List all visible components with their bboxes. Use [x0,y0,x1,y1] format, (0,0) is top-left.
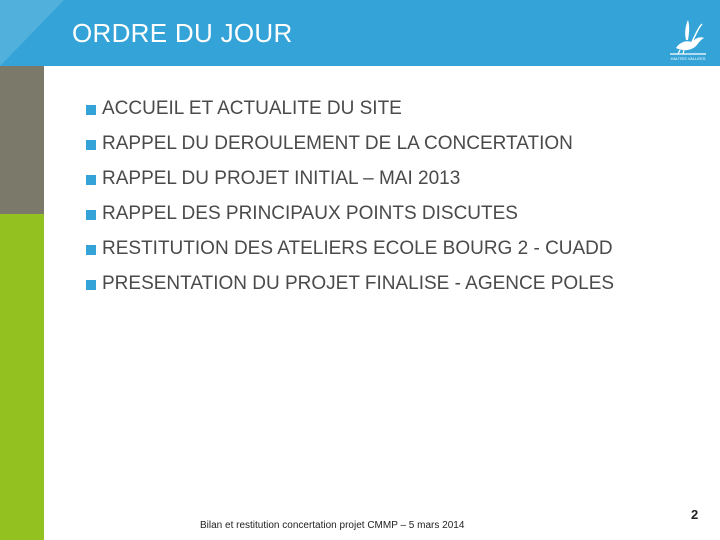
agenda-item [86,128,614,163]
agenda-item-text: RAPPEL DES PRINCIPAUX POINTS DISCUTES [102,203,518,224]
agenda-item-text: RAPPEL DU DEROULEMENT DE LA CONCERTATION [102,133,573,154]
page-number: 2 [691,507,699,522]
title-bar-notch [0,0,64,66]
square-bullet-icon [86,210,96,220]
agenda-item [86,163,614,198]
slide-footer: Bilan et restitution concertation projet CMMP – 5 mars 2014 [200,520,465,531]
logo-wordmark: HAUTES VALLEES [670,56,706,61]
agenda-item-text: ACCUEIL ET ACTUALITE DU SITE [102,98,402,119]
square-bullet-icon [86,175,96,185]
square-bullet-icon [86,280,96,290]
slide-title: ORDRE DU JOUR [72,18,293,48]
agenda-item [86,93,614,128]
agenda-item [86,233,614,268]
agenda-item [86,198,614,233]
square-bullet-icon [86,105,96,115]
agenda-list [86,93,614,303]
agenda-item [86,268,614,303]
title-bar [0,0,720,66]
agenda-item-text: PRESENTATION DU PROJET FINALISE - AGENCE POLES [102,273,615,294]
agenda-item-text: RESTITUTION DES ATELIERS ECOLE BOURG 2 - CUADD [102,238,613,259]
side-band-grey [0,66,44,214]
side-band-green [0,214,44,540]
square-bullet-icon [86,245,96,255]
square-bullet-icon [86,140,96,150]
left-side-band [0,0,44,540]
agenda-item-text: RAPPEL DU PROJET INITIAL – MAI 2013 [102,168,461,189]
